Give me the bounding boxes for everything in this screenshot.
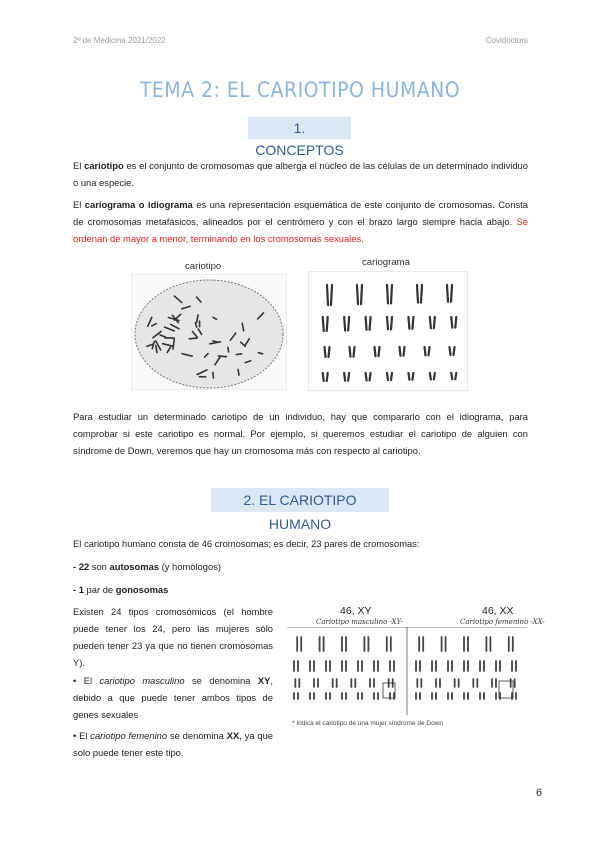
karyotype-male-title: 46, XY [340, 605, 372, 617]
chromosome-mark [344, 373, 345, 381]
chromosome-mark [228, 347, 229, 352]
chromosome-mark [434, 373, 435, 379]
list-item-gonosomas: - 1 par de gonosomas [73, 584, 169, 595]
list-item-autosomas: - 22 son autosomas (y homólogos) [73, 561, 222, 572]
paragraph-tipos: Existen 24 tipos cromosómicos (el hombre puede tener los 24, pero las mujeres sólo pueden tener 23 ya que no tienen cromosomas Y). [73, 606, 273, 668]
chromosome-mark [447, 285, 448, 302]
cariotipo-figure [131, 274, 287, 390]
chromosome-mark [366, 317, 367, 330]
cariograma-figure [308, 271, 468, 391]
chromosome-mark [391, 373, 392, 380]
karyotype-female-title: 46, XX [482, 605, 514, 617]
chromosome-mark [412, 373, 413, 380]
chromosome-mark [387, 285, 388, 303]
chromosome-mark [238, 370, 239, 376]
chromosome-mark [455, 373, 456, 379]
paragraph-intro: El cariotipo humano consta de 46 cromosomas; es decir, 23 pares de cromosomas: [73, 538, 420, 549]
chromosome-mark [379, 347, 380, 356]
chromosome-mark [370, 317, 371, 330]
chromosome-mark [329, 347, 330, 357]
figure-label-cariotipo: cariotipo [185, 261, 222, 272]
header-group: Covidoctors [485, 36, 528, 45]
page-number: 6 [536, 787, 543, 799]
chromosome-mark [450, 347, 451, 355]
figure-label-cariograma: cariograma [362, 257, 410, 268]
chromosome-mark [218, 356, 226, 357]
chromosome-mark [434, 317, 435, 328]
chromosome-mark [156, 346, 157, 353]
chromosome-mark [391, 285, 392, 303]
page-title: TEMA 2: EL CARIOTIPO HUMANO [139, 78, 461, 102]
chromosome-mark [429, 347, 430, 355]
chromosome-mark [408, 317, 409, 329]
karyotype-female-subtitle: Cariotipo femenino -XX- [460, 618, 545, 626]
paragraph-estudio: Para estudiar un determinado cariotipo de un individuo, hay que compararlo con el idiograma, para comprobar si este cariotipo es normal. Por ejemplo, si queremos estudiar el cariotipo de alguien con síndrome de Down, veremos que hay un cromosoma más con respecto al cariotipo. [73, 411, 528, 456]
section-heading-conceptos: 1. CONCEPTOS [248, 117, 351, 139]
chromosome-mark [387, 373, 388, 380]
figure-caption: * Indica el cariotipo de una mujer síndrome de Down [292, 720, 444, 727]
chromosome-mark [430, 317, 431, 328]
chromosome-mark [361, 285, 362, 304]
chromosome-mark [451, 285, 452, 302]
chromosome-mark [366, 373, 367, 380]
chromosome-mark [354, 347, 355, 357]
chromosome-mark [327, 373, 328, 381]
chromosome-mark [387, 317, 388, 329]
chromosome-mark [213, 372, 214, 378]
chromosome-mark [348, 373, 349, 381]
chromosome-mark [370, 373, 371, 380]
chromosome-mark [455, 317, 456, 328]
chromosome-mark [189, 338, 197, 339]
chromosome-mark [412, 317, 413, 329]
chromosome-mark [451, 373, 452, 379]
paragraph-cariotipo: El cariotipo es el conjunto de cromosomas que alberga el núcleo de las células de un determinado individuo o una especie. [73, 160, 528, 188]
header-course: 2º de Medicina 2021/2022 [73, 36, 166, 45]
chromosome-mark [404, 347, 405, 356]
chromosome-mark [391, 317, 392, 329]
chromosome-mark [323, 373, 324, 381]
chromosome-mark [408, 373, 409, 380]
chromosome-mark [451, 317, 452, 328]
chromosome-mark [350, 347, 351, 357]
chromosome-mark [258, 353, 262, 354]
chromosome-mark [213, 341, 217, 342]
chromosome-mark [417, 285, 418, 303]
section-heading-cariotipo-humano: 2. EL CARIOTIPO HUMANO [211, 488, 389, 512]
chromosome-mark [430, 373, 431, 379]
chromosome-mark [421, 285, 422, 303]
chromosome-mark [400, 347, 401, 356]
chromosome-mark [348, 317, 349, 330]
karyotype-comparison-figure [285, 627, 529, 717]
bullet-masculino: • El cariotipo masculino se denomina XY, debido a que puede tener ambos tipos de genes sexuales [73, 675, 273, 720]
bullet-femenino: • El cariotipo femenino se denomina XX, ya que solo puede tener este tipo. [73, 730, 274, 758]
chromosome-mark [236, 354, 241, 355]
chromosome-mark [454, 347, 455, 355]
chromosome-mark [357, 285, 358, 304]
chromosome-mark [425, 347, 426, 355]
chromosome-mark [344, 317, 345, 330]
chromosome-mark [327, 285, 328, 305]
chromosome-mark [331, 285, 332, 305]
chromosome-mark [327, 317, 328, 331]
paragraph-cariograma: El cariograma o idiograma es una representación esquemática de este conjunto de cromosomas. Consta de cromosomas metafásicos, alineados por el centrómero y con el brazo largo siempre hacia abajo. Se ordenan de mayor a menor, terminando en los cromosomas sexuales. [73, 199, 528, 244]
karyotype-male-subtitle: Cariotipo masculino -XY- [316, 618, 403, 626]
chromosome-mark [375, 347, 376, 356]
chromosome-mark [323, 317, 324, 331]
chromosome-mark [325, 347, 326, 357]
